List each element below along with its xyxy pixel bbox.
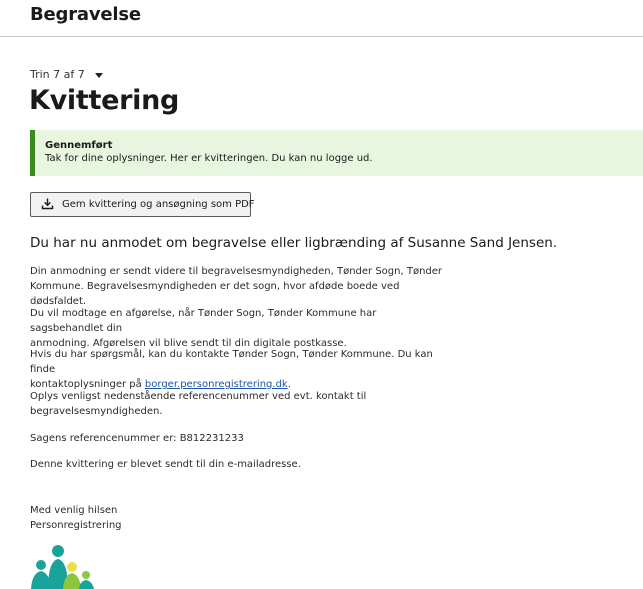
page-title: Kvittering <box>29 85 180 116</box>
closing-text: Med venlig hilsen <box>30 505 118 516</box>
reference-number: Sagens referencenummer er: B812231233 <box>30 433 244 444</box>
signature-text: Personregistrering <box>30 520 122 531</box>
paragraph-line: Du vil modtage en afgørelse, når Tønder Sogn, Tønder Kommune har sagsbehandlet din <box>30 308 377 334</box>
paragraph-line: Din anmodning er sendt videre til begravelsesmyndigheden, Tønder Sogn, Tønder <box>30 266 443 277</box>
alert-text: Tak for dine oplysninger. Her er kvitteringen. Du kan nu logge ud. <box>45 153 373 164</box>
signature-block <box>30 503 450 533</box>
app-title: Begravelse <box>30 4 141 25</box>
contact-prefix: kontaktoplysninger på <box>30 379 145 390</box>
paragraph-line: anmodning. Afgørelsen vil blive sendt til din digitale postkasse. <box>30 338 347 349</box>
paragraph-decision <box>30 306 450 351</box>
paragraph-line: begravelsesmyndigheden. <box>30 406 163 417</box>
step-indicator[interactable] <box>30 68 103 81</box>
alert-heading: Gennemført <box>45 140 113 151</box>
app-header <box>0 0 643 37</box>
paragraph-contact <box>30 347 450 392</box>
paragraph-forwarded <box>30 264 450 309</box>
caret-down-icon <box>95 73 103 78</box>
save-pdf-button-label: Gem kvittering og ansøgning som PDF <box>62 199 255 210</box>
paragraph-line: Oplys venligst nedenstående referencenummer ved evt. kontakt til <box>30 391 367 402</box>
download-icon <box>41 195 54 214</box>
success-alert <box>30 130 643 176</box>
step-label: Trin 7 af 7 <box>30 68 85 81</box>
save-pdf-button[interactable] <box>30 192 255 217</box>
contact-link[interactable]: borger.personregistrering.dk <box>144 379 288 390</box>
contact-suffix: . <box>287 379 291 390</box>
lead-text: Du har nu anmodet om begravelse eller ligbrænding af Susanne Sand Jensen. <box>30 235 558 251</box>
paragraph-line: Kommune. Begravelsesmyndigheden er det sogn, hvor afdøde boede ved dødsfaldet. <box>30 281 400 307</box>
email-notice: Denne kvittering er blevet sendt til din e-mailadresse. <box>30 459 301 470</box>
personregistrering-logo <box>28 543 98 589</box>
paragraph-line: Hvis du har spørgsmål, kan du kontakte Tønder Sogn, Tønder Kommune. Du kan finde <box>30 349 433 375</box>
paragraph-reference-note <box>30 389 450 419</box>
